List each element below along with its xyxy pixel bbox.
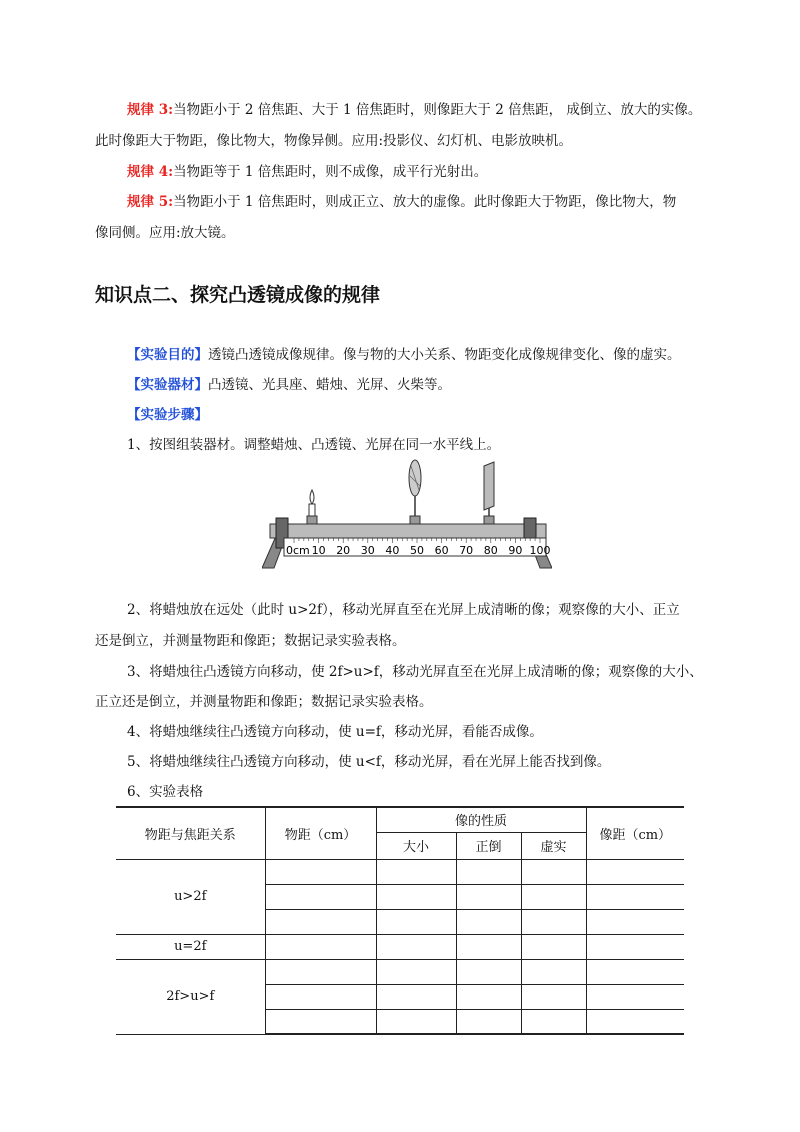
- header-orientation: 正倒: [456, 832, 521, 859]
- table-row: [116, 959, 684, 984]
- table-cell[interactable]: [586, 1009, 684, 1034]
- table-cell[interactable]: [456, 959, 521, 984]
- equipment-label: 【实验器材】: [127, 377, 208, 393]
- header-image-nature: 像的性质: [376, 807, 586, 832]
- rule-3-continuation: 此时像距大于物距，像比物大，物像异侧。应用:投影仪、幻灯机、电影放映机。: [95, 133, 573, 149]
- table-cell[interactable]: [586, 959, 684, 984]
- table-cell[interactable]: [456, 884, 521, 909]
- table-cell[interactable]: [456, 859, 521, 884]
- step-1: 1、按图组装器材。调整蜡烛、凸透镜、光屏在同一水平线上。: [127, 437, 501, 453]
- light-screen: [484, 462, 494, 524]
- table-cell[interactable]: [586, 859, 684, 884]
- scale-label: 50: [410, 544, 424, 557]
- rule-4-label: 规律 4:: [127, 164, 174, 180]
- rule-5-text: 当物距小于 1 倍焦距时，则成正立、放大的虚像。此时像距大于物距，像比物大，物: [173, 194, 677, 210]
- table-cell[interactable]: [521, 1009, 586, 1034]
- step-4: 4、将蜡烛继续往凸透镜方向移动，使 u=f，移动光屏，看能否成像。: [127, 724, 543, 740]
- section-title: 知识点二、探究凸透镜成像的规律: [95, 284, 381, 306]
- table-cell[interactable]: [376, 934, 456, 959]
- table-cell[interactable]: [521, 934, 586, 959]
- experiment-table: [116, 806, 684, 1035]
- equipment-text: 凸透镜、光具座、蜡烛、光屏、火柴等。: [208, 377, 451, 393]
- row-label-u-eq-2f: u=2f: [116, 934, 265, 959]
- header-size: 大小: [376, 832, 456, 859]
- purpose-line: [127, 343, 681, 363]
- table-cell[interactable]: [265, 884, 376, 909]
- table-cell[interactable]: [376, 959, 456, 984]
- rule-5-continuation: 像同侧。应用:放大镜。: [95, 225, 235, 241]
- table-cell[interactable]: [456, 984, 521, 1009]
- step-5: 5、将蜡烛继续往凸透镜方向移动，使 u<f，移动光屏，看在光屏上能否找到像。: [127, 754, 611, 770]
- candle: [307, 490, 317, 524]
- table-cell[interactable]: [521, 859, 586, 884]
- table-cell[interactable]: [456, 1009, 521, 1034]
- rule-5-label: 规律 5:: [127, 194, 174, 210]
- table-cell[interactable]: [376, 909, 456, 934]
- purpose-label: 【实验目的】: [127, 347, 208, 363]
- scale-label: 90: [508, 544, 523, 557]
- rule-3-line: [127, 98, 701, 118]
- rule-3-text: 当物距小于 2 倍焦距、大于 1 倍焦距时，则像距大于 2 倍焦距， 成倒立、放大的实像。: [173, 102, 702, 118]
- equipment-line: [127, 373, 451, 393]
- table-row: [116, 934, 684, 959]
- rule-4-line: [127, 160, 487, 180]
- row-label-2f-gt-u-gt-f: 2f>u>f: [116, 959, 265, 1034]
- table-cell[interactable]: [265, 959, 376, 984]
- table-cell[interactable]: [521, 959, 586, 984]
- rule-5-line: [127, 190, 676, 210]
- steps-label: 【实验步骤】: [127, 407, 208, 423]
- scale-label: 40: [385, 544, 400, 557]
- scale-label: 10: [311, 544, 326, 557]
- optical-bench-figure: [262, 458, 552, 570]
- scale-label: 20: [336, 544, 351, 557]
- table-header-row-1: [116, 807, 684, 832]
- table-cell[interactable]: [376, 1009, 456, 1034]
- table-cell[interactable]: [265, 984, 376, 1009]
- table-cell[interactable]: [456, 934, 521, 959]
- table-cell[interactable]: [376, 984, 456, 1009]
- step-2-a: 2、将蜡烛放在远处（此时 u>2f），移动光屏直至在光屏上成清晰的像；观察像的大小、正立: [127, 602, 680, 618]
- table-cell[interactable]: [265, 934, 376, 959]
- table-cell[interactable]: [265, 859, 376, 884]
- step-6: 6、实验表格: [127, 784, 204, 800]
- header-relation: 物距与焦距关系: [116, 807, 265, 859]
- rail-top: [270, 524, 546, 538]
- table-cell[interactable]: [265, 1009, 376, 1034]
- rule-3-label: 规律 3:: [127, 102, 174, 118]
- rule-4-text: 当物距等于 1 倍焦距时，则不成像，成平行光射出。: [173, 164, 488, 180]
- table-cell[interactable]: [586, 909, 684, 934]
- scale-label: 70: [459, 544, 474, 557]
- scale-label: 30: [360, 544, 375, 557]
- step-2-b: 还是倒立，并测量物距和像距；数据记录实验表格。: [95, 633, 406, 649]
- header-object-distance: 物距（cm）: [265, 807, 376, 859]
- purpose-text: 透镜凸透镜成像规律。像与物的大小关系、物距变化成像规律变化、像的虚实。: [208, 347, 681, 363]
- scale-label: 0cm: [286, 544, 310, 557]
- table-cell[interactable]: [521, 984, 586, 1009]
- table-cell[interactable]: [586, 884, 684, 909]
- table-cell[interactable]: [376, 884, 456, 909]
- convex-lens: [409, 460, 421, 524]
- header-real-virtual: 虚实: [521, 832, 586, 859]
- scale-label: 60: [434, 544, 449, 557]
- row-label-u-gt-2f: u>2f: [116, 859, 265, 934]
- header-image-distance: 像距（cm）: [586, 807, 684, 859]
- step-3-a: 3、将蜡烛往凸透镜方向移动，使 2f>u>f，移动光屏直至在光屏上成清晰的像；观察像的大小、: [127, 664, 703, 680]
- table-cell[interactable]: [586, 934, 684, 959]
- scale-label: 100: [529, 544, 551, 557]
- table-cell[interactable]: [521, 884, 586, 909]
- table-cell[interactable]: [521, 909, 586, 934]
- table-cell[interactable]: [456, 909, 521, 934]
- table-cell[interactable]: [265, 909, 376, 934]
- table-row: [116, 859, 684, 884]
- step-3-b: 正立还是倒立，并测量物距和像距；数据记录实验表格。: [95, 694, 433, 710]
- table-cell[interactable]: [586, 984, 684, 1009]
- table-cell[interactable]: [376, 859, 456, 884]
- scale-label: 80: [483, 544, 498, 557]
